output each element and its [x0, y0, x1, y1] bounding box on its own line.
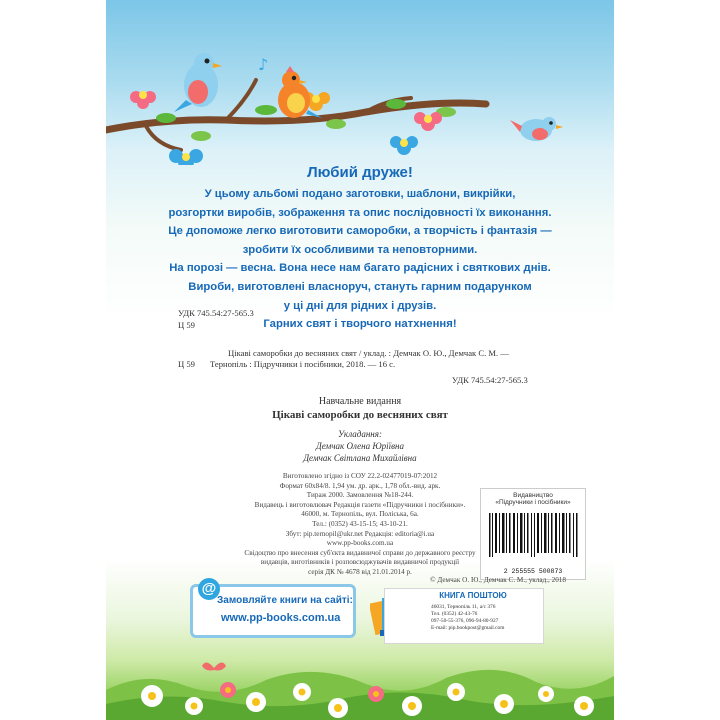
greeting-title: Любий друже!: [307, 164, 413, 181]
imprint-line: Свідоцтво про внесення суб'єкта видавничої справи до державного реєстру: [244, 548, 476, 557]
back-cover-page: [106, 0, 614, 720]
imprint-line: Формат 60х84/8. 1,94 ум. др. арк., 1,78 обл.-вид. арк.: [279, 481, 441, 490]
daisy-icon: [368, 686, 384, 702]
daisy-icon: [538, 686, 554, 702]
daisy-icon: [328, 698, 348, 718]
greeting-line: Гарних свят і творчого натхнення!: [263, 318, 457, 331]
imprint-line: Збут: pip.ternopil@ukr.net Редакція: editoria@i.ua: [285, 529, 435, 538]
udk-code-right: УДК 745.54:27-565.3: [452, 375, 528, 385]
greeting-line: Це допоможе легко виготовити саморобки, а творчість і фантазія —: [168, 225, 552, 238]
mail-order-title: КНИГА ПОШТОЮ: [439, 591, 507, 600]
greeting-line: у ці дні для рідних і друзів.: [283, 299, 437, 312]
music-note-icon: [258, 55, 268, 74]
catalog-code: Ц 59: [178, 320, 195, 330]
mail-order-line: 097-50-55-376, 096-94-80-927: [431, 618, 499, 624]
flower-icon: [130, 91, 156, 109]
flower-icon: [169, 149, 203, 165]
catalog-entry-code: Ц 59: [178, 359, 195, 369]
mail-order-line: 46031, Тернопіль 11, а/с 376: [431, 604, 496, 610]
greeting-line: У цьому альбомі подано заготовки, шаблони, викрійки,: [204, 188, 516, 200]
imprint-line: Тел.: (0352) 43-15-15; 43-10-21.: [312, 519, 408, 528]
imprint-line: 46000, м. Тернопіль, вул. Поліська, 6а.: [301, 510, 419, 519]
bird-icon: [510, 117, 563, 141]
grass-daisies-illustration: [106, 640, 614, 720]
daisy-icon: [185, 697, 203, 715]
imprint-line: серія ДК № 4678 від 21.01.2014 р.: [308, 567, 412, 576]
daisy-icon: [246, 692, 266, 712]
daisy-icon: [141, 685, 163, 707]
copyright: © Демчак О. Ю., Демчак С. М., уклад., 2018: [430, 576, 566, 584]
imprint-line: Тираж 2000. Замовлення №18-244.: [306, 491, 414, 500]
order-url-link[interactable]: www.pp-books.com.ua: [221, 612, 341, 624]
daisy-icon: [494, 694, 514, 714]
barcode-icon: [487, 513, 579, 561]
mail-order-box: [384, 588, 544, 644]
catalog-entry-line: Цікаві саморобки до весняних свят / уклад. : Демчак О. Ю., Демчак С. М. —: [228, 348, 509, 358]
imprint-line: Видавець і виготовлювач Редакція газети «Підручники і посібники».: [254, 500, 466, 509]
bird-icon: [174, 53, 222, 112]
publisher-name: «Підручники і посібники»: [495, 499, 571, 506]
branch-with-birds-illustration: [106, 0, 614, 165]
greeting-line: На порозі — весна. Вона несе нам багато радісних і святкових днів.: [169, 262, 551, 275]
edition-title: Цікаві саморобки до весняних свят: [272, 409, 448, 421]
imprint-line: Виготовлено згідно із СОУ 22.2-02477019-07:2012: [282, 472, 438, 480]
barcode-number: 2 255555 500873: [503, 568, 563, 575]
daisy-icon: [293, 683, 311, 701]
svg-text:♪: ♪: [258, 55, 269, 74]
publisher-barcode-box: [480, 488, 586, 580]
daisy-icon: [220, 682, 236, 698]
daisy-icon: [402, 696, 422, 716]
greeting-line: зробити їх особливими та неповторними.: [242, 243, 478, 256]
order-title: Замовляйте книги на сайті:: [217, 595, 353, 606]
greeting-line: розгортки виробів, зображення та опис послідовності їх виконання.: [168, 206, 552, 219]
daisy-icon: [447, 683, 465, 701]
compiler-name: Демчак Світлана Михайлівна: [303, 453, 417, 463]
at-icon: @: [198, 578, 220, 600]
mail-order-line: Тел. (0352) 42-43-76: [431, 611, 478, 617]
greeting-line: Вироби, виготовлені власноруч, стануть гарним подарунком: [188, 280, 532, 293]
compiler-name: Демчак Олена Юріївна: [315, 441, 404, 451]
daisy-icon: [574, 696, 594, 716]
imprint-line: www.pp-books.com.ua: [326, 539, 394, 548]
udk-code: УДК 745.54:27-565.3: [178, 308, 254, 318]
flower-icon: [414, 112, 442, 131]
catalog-entry-line: Тернопіль : Підручники і посібники, 2018. — 16 с.: [210, 359, 396, 369]
imprint-line: видавців, виготівників і розповсюджувачів видавничої продукції: [260, 558, 460, 567]
edition-type: Навчальне видання: [318, 396, 402, 407]
butterfly-icon: [202, 662, 226, 670]
flower-icon: [390, 136, 418, 155]
publisher-label: Видавництво: [513, 492, 553, 499]
mail-order-line: E-mail: pip.bookpost@gmail.com: [431, 625, 505, 631]
compilers-label: Укладання:: [338, 429, 382, 439]
